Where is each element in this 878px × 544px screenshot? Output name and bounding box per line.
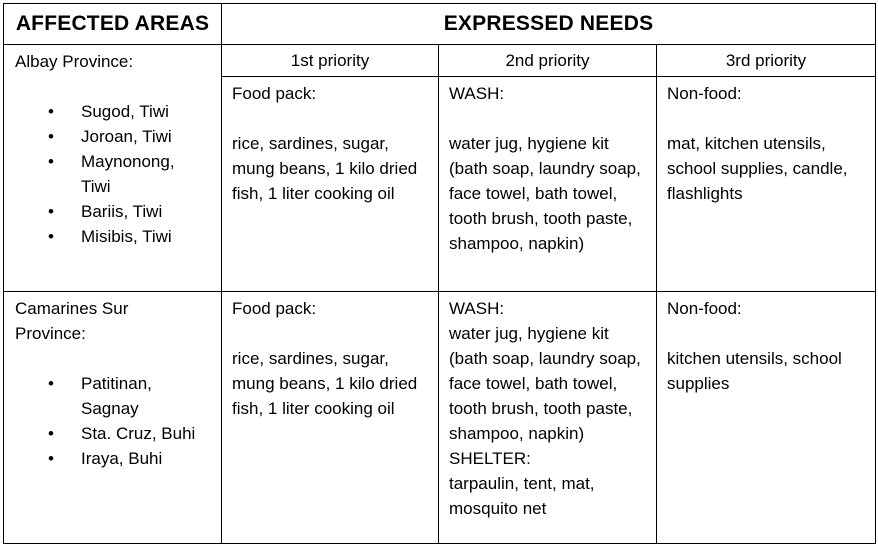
albay-priority-1-cell (222, 77, 439, 292)
need-items: water jug, hygiene kit (bath soap, laundry soap, face towel, bath towel, tooth brush, tooth paste, shampoo, napkin) (449, 324, 641, 443)
list-item: • Sta. Cruz, Buhi (15, 421, 213, 446)
priority-1-header: 1st priority (222, 45, 439, 77)
priority-3-header: 3rd priority (657, 45, 876, 77)
need-title: Food pack: (232, 299, 317, 318)
priority-2-header: 2nd priority (439, 45, 657, 77)
camarines-areas-cell (4, 292, 222, 544)
need-title: SHELTER: (449, 449, 531, 468)
province-name: Albay Province: (15, 52, 134, 71)
need-items: mat, kitchen utensils, school supplies, candle, flashlights (667, 134, 848, 203)
need-items: tarpaulin, tent, mat, mosquito net (449, 474, 595, 518)
camarines-priority-2-cell (439, 292, 657, 544)
albay-areas-cell (4, 45, 222, 292)
area-list (15, 99, 213, 249)
list-item: • Patitinan, Sagnay (15, 371, 171, 421)
area-list (15, 371, 213, 471)
list-item: • Sugod, Tiwi (15, 99, 213, 124)
list-item: • Maynonong, Tiwi (15, 149, 191, 199)
affected-areas-header: AFFECTED AREAS (4, 4, 222, 45)
camarines-priority-1-cell (222, 292, 439, 544)
header-row (4, 4, 876, 45)
expressed-needs-header: EXPRESSED NEEDS (222, 4, 876, 45)
need-title: Non-food: (667, 299, 742, 318)
need-title: Non-food: (667, 84, 742, 103)
need-items: rice, sardines, sugar, mung beans, 1 kilo dried fish, 1 liter cooking oil (232, 349, 418, 418)
province-name: Camarines Sur Province: (15, 299, 129, 343)
list-item: • Joroan, Tiwi (15, 124, 213, 149)
need-title: Food pack: (232, 84, 317, 103)
list-item: • Iraya, Buhi (15, 446, 213, 471)
need-title: WASH: (449, 84, 505, 103)
camarines-priority-3-cell (657, 292, 876, 544)
need-items: water jug, hygiene kit (bath soap, laundry soap, face towel, bath towel, tooth brush, tooth paste, shampoo, napkin) (449, 134, 641, 253)
table-row (4, 292, 876, 544)
need-items: kitchen utensils, school supplies (667, 349, 842, 393)
needs-table (3, 3, 876, 544)
subheader-row (4, 45, 876, 77)
list-item: • Misibis, Tiwi (15, 224, 213, 249)
list-item: • Bariis, Tiwi (15, 199, 213, 224)
need-items: rice, sardines, sugar, mung beans, 1 kilo dried fish, 1 liter cooking oil (232, 134, 418, 203)
albay-priority-3-cell (657, 77, 876, 292)
need-title: WASH: (449, 299, 505, 318)
albay-priority-2-cell (439, 77, 657, 292)
